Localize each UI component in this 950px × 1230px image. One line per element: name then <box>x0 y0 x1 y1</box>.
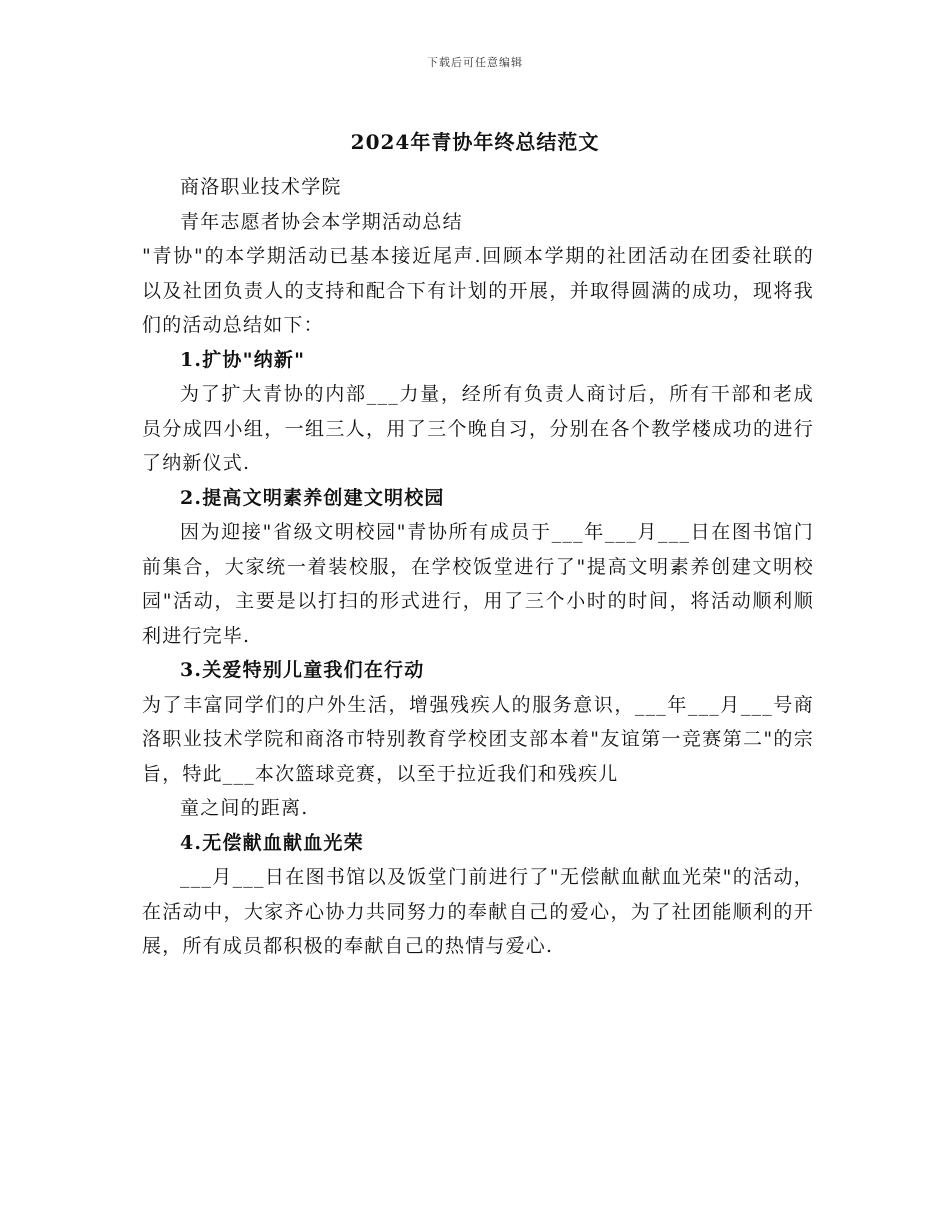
intro-report-subtitle: 青年志愿者协会本学期活动总结 <box>180 210 463 233</box>
section-heading-special-children: 3.关爱特别儿童我们在行动 <box>180 659 425 681</box>
section-paragraph-blood-donation: ___月___日在图书馆以及饭堂门前进行了"无偿献血献血光荣"的活动，在活动中，大家齐心协力共同努力的奉献自己的爱心，为了社团能顺利的开展，所有成员都积极的奉献自己的热情与爱心. <box>142 866 814 957</box>
section-heading-recruitment: 1.扩协"纳新" <box>180 348 306 371</box>
page-header-note: 下载后可任意编辑 <box>427 56 523 69</box>
section-heading-blood-donation: 4.无偿献血献血光荣 <box>180 831 364 854</box>
section-paragraph-civilized-campus: 因为迎接"省级文明校园"青协所有成员于___年___月___日在图书馆门前集合，大家统一着装校服，在学校饭堂进行了"提高文明素养创建文明校园"活动，主要是以打扫的形式进行，用了三个小时的时间，将活动顺利顺利进行完毕. <box>142 521 814 647</box>
document-body <box>142 170 814 964</box>
section-heading-civilized-campus: 2.提高文明素养创建文明校园 <box>180 486 445 509</box>
section-paragraph-special-children-cont: 童之间的距离. <box>180 797 309 819</box>
document-title: 2024年青协年终总结范文 <box>350 130 600 154</box>
intro-school-name: 商洛职业技术学院 <box>180 176 342 198</box>
intro-paragraph: "青协"的本学期活动已基本接近尾声.回顾本学期的社团活动在团委社联的以及社团负责人的支持和配合下有计划的开展，并取得圆满的成功，现将我们的活动总结如下： <box>142 245 814 336</box>
section-paragraph-recruitment: 为了扩大青协的内部___力量，经所有负责人商讨后，所有干部和老成员分成四小组，一组三人，用了三个晚自习，分别在各个教学楼成功的进行了纳新仪式. <box>142 383 814 474</box>
section-paragraph-special-children: 为了丰富同学们的户外生活，增强残疾人的服务意识，___年___月___号商洛职业技术学院和商洛市特别教育学校团支部本着"友谊第一竞赛第二"的宗旨，特此___本次篮球竞赛，以至于拉近我们和残疾儿 <box>142 693 814 785</box>
